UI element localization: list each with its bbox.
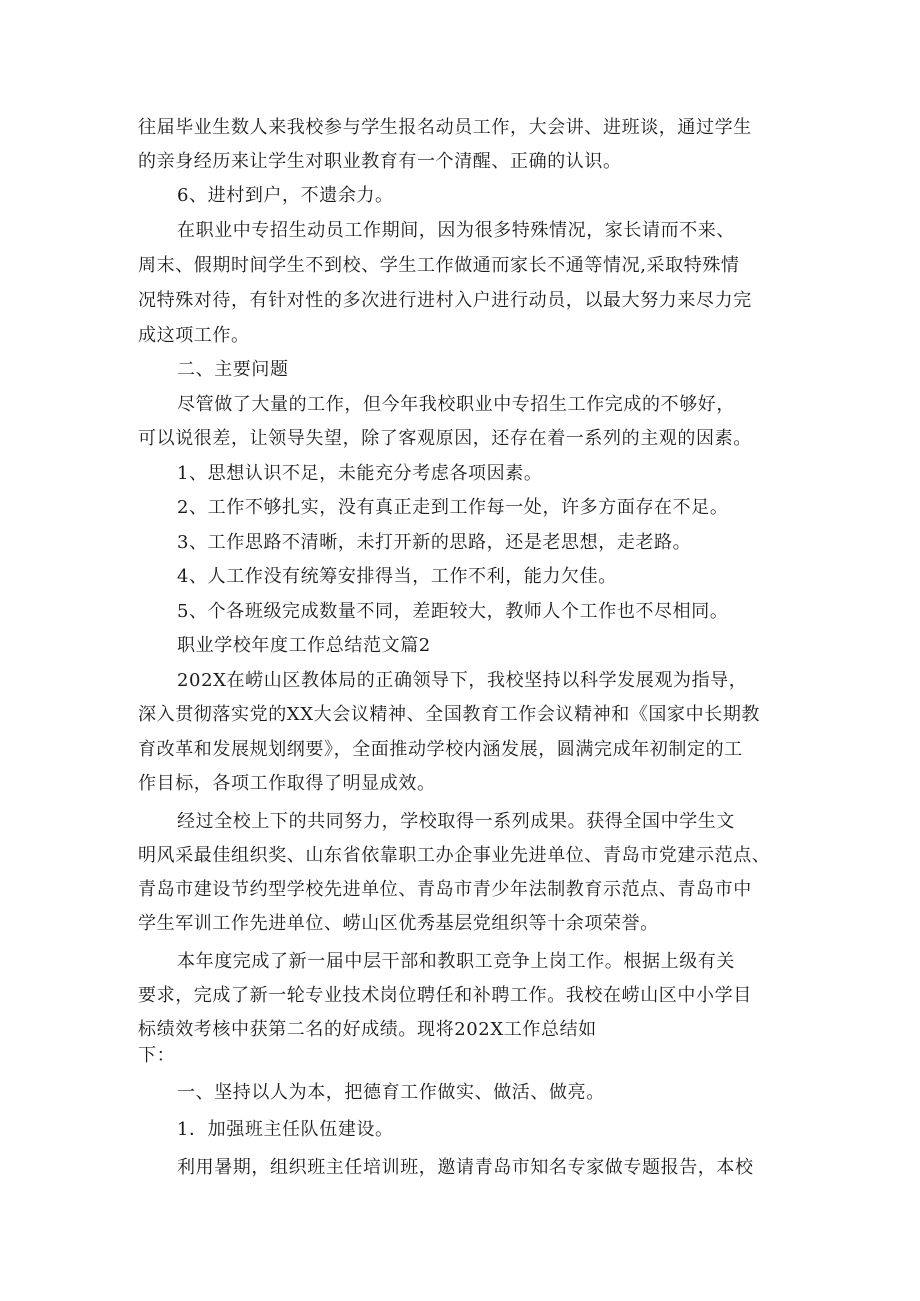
text-line: 明风采最佳组织奖、山东省依靠职工办企事业先进单位、青岛市党建示范点、 [138,845,771,866]
paragraph-start: 本年度完成了新一届中层干部和教职工竞争上岗工作。根据上级有关 [177,951,735,972]
text-line: 成这项工作。 [138,325,250,346]
article-title: 职业学校年度工作总结范文篇2 [177,635,431,656]
list-item: 4、人工作没有统筹安排得当，工作不利，能力欠佳。 [177,566,617,587]
text-line: 可以说很差，让领导失望，除了客观原因，还存在着一系列的主观的因素。 [138,428,752,449]
list-item: 2、工作不够扎实，没有真正走到工作每一处，许多方面存在不足。 [177,497,729,518]
paragraph-start: 202X在崂山区教体局的正确领导下，我校坚持以科学发展观为指导， [177,670,748,691]
text-line: 周末、假期时间学生不到校、学生工作做通而家长不通等情况,采取特殊情 [138,255,740,276]
list-item: 1、思想认识不足，未能充分考虑各项因素。 [177,463,543,484]
paragraph-start: 利用暑期，组织班主任培训班，邀请青岛市知名专家做专题报告，本校 [177,1157,754,1178]
section-heading: 一、坚持以人为本，把德育工作做实、做活、做亮。 [177,1082,605,1103]
paragraph-start: 尽管做了大量的工作，但今年我校职业中专招生工作完成的不够好， [177,394,735,415]
text-line: 育改革和发展规划纲要》，全面推动学校内涵发展，圆满完成年初制定的工 [138,739,743,760]
paragraph-start: 经过全校上下的共同努力，学校取得一系列成果。获得全国中学生文 [177,811,735,832]
text-line: 的亲身经历来让学生对职业教育有一个清醒、正确的认识。 [138,151,622,172]
list-item: 5、个各班级完成数量不同，差距较大，教师人个工作也不尽相同。 [177,601,729,622]
list-item: 3、工作思路不清晰，未打开新的思路，还是老思想，走老路。 [177,532,692,553]
text-line: 作目标，各项工作取得了明显成效。 [138,773,436,794]
text-line: 青岛市建设节约型学校先进单位、青岛市青少年法制教育示范点、青岛市中 [138,879,752,900]
text-line: 要求，完成了新一轮专业技术岗位聘任和补聘工作。我校在崂山区中小学目 [138,985,752,1006]
text-line: 往届毕业生数人来我校参与学生报名动员工作，大会讲、进班谈，通过学生 [138,117,752,138]
text-line: 深入贯彻落实党的XX大会议精神、全国教育工作会议精神和《国家中长期教 [138,704,761,725]
list-heading: 6、进村到户，不遗余力。 [177,185,394,206]
text-line: 况特殊对待，有针对性的多次进行进村入户进行动员，以最大努力来尽力完 [138,290,752,311]
text-line: 标绩效考核中获第二名的好成绩。现将202X工作总结如 [138,1019,597,1040]
paragraph-start: 在职业中专招生动员工作期间，因为很多特殊情况，家长请而不来、 [177,220,735,241]
text-line: 学生军训工作先进单位、崂山区优秀基层党组织等十余项荣誉。 [138,913,659,934]
section-heading: 二、主要问题 [177,359,289,380]
text-line: 下： [138,1045,176,1066]
subsection-heading: 1．加强班主任队伍建设。 [177,1119,394,1140]
